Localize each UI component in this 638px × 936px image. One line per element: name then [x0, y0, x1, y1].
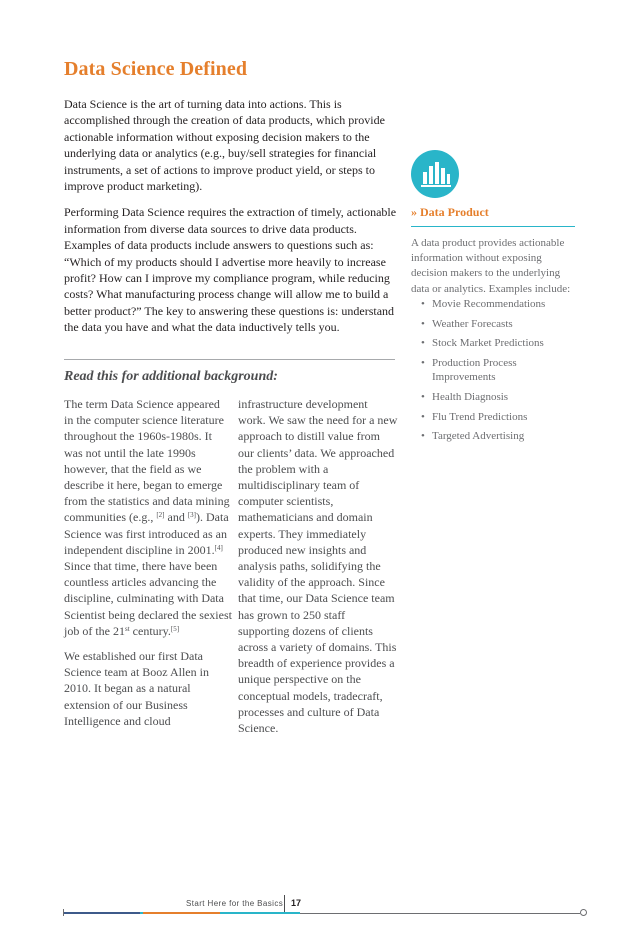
- sidebar-heading: » Data Product: [411, 205, 489, 219]
- text-segment: ). Data Science was first introduced as an independent discipline in 2001.: [64, 510, 229, 557]
- list-item: • Movie Recommendations: [421, 297, 571, 312]
- list-item: • Health Diagnosis: [421, 390, 571, 405]
- citation-ref: [5]: [170, 624, 180, 633]
- background-left-paragraph-1: [64, 396, 232, 639]
- list-item: • Flu Trend Predictions: [421, 410, 571, 425]
- list-item: • Targeted Advertising: [421, 429, 571, 444]
- page-title: Data Science Defined: [64, 58, 248, 80]
- footer-start-tick: [63, 909, 64, 916]
- sidebar-description: A data product provides actionable information without exposing decision makers to the underlying data or analytics. Examples include:: [411, 237, 571, 295]
- footer-bar-orange: [143, 912, 220, 914]
- footer-end-marker: [580, 909, 587, 916]
- background-heading: Read this for additional background:: [64, 369, 278, 384]
- sidebar-divider: [411, 226, 575, 227]
- footer-bar-teal-2: [220, 912, 300, 914]
- footer-section-label: Start Here for the Basics: [186, 899, 284, 908]
- citation-ref: [3]: [187, 511, 196, 520]
- list-item: • Weather Forecasts: [421, 317, 571, 332]
- list-item: • Stock Market Predictions: [421, 336, 571, 351]
- citation-ref: [2]: [156, 511, 165, 520]
- text-segment: century.: [132, 623, 171, 638]
- background-column-left: [64, 396, 232, 738]
- text-segment: The term Data Science appeared in the computer science literature throughout the 1960s-1980s. It was not until the late 1990s however, that the field as we describe it here, began to emerge from the statistics and data mining communities (e.g.,: [64, 397, 230, 525]
- citation-ref: [4]: [214, 543, 223, 552]
- intro-section: [64, 96, 404, 346]
- bar-chart-icon: [411, 150, 459, 198]
- ordinal-suffix: st: [125, 624, 130, 633]
- list-item: • Production Process Improvements: [421, 356, 571, 385]
- sidebar-examples-list: [421, 297, 571, 449]
- section-divider: [64, 359, 395, 360]
- intro-paragraph-2: Performing Data Science requires the extraction of timely, actionable information from diverse data sources to drive data products. Examples of data products include answers to questions such as: “Which of my products should I advertise more heavily to increase profit? How can I improve my compliance program, while reducing costs? What manufacturing process change will allow me to build a better product?” The key to answering these questions is: understand the data you have and what the data inductively tells you.: [64, 205, 397, 335]
- background-column-right: [238, 396, 398, 745]
- intro-paragraph-1: Data Science is the art of turning data into actions. This is accomplished through the creation of data products, which provide actionable information without exposing decision makers to the underlying data or analytics (e.g., buy/sell strategies for financial instruments, a set of actions to improve product yield, or steps to improve product marketing).: [64, 97, 385, 194]
- footer-bar-navy: [64, 912, 140, 914]
- background-left-paragraph-2: We established our first Data Science team at Booz Allen in 2010. It began as a natural extension of our Business Intelligence and cloud: [64, 649, 209, 728]
- footer-bar-gray: [300, 913, 580, 914]
- text-segment: and: [167, 510, 185, 525]
- page-number: 17: [291, 898, 302, 908]
- footer-separator: [284, 895, 285, 913]
- background-right-paragraph-1: infrastructure development work. We saw the need for a new approach to distill value from our clients’ data. We approached the problem with a multidisciplinary team of computer scientists, mathematicians and domain experts. They immediately produced new insights and analysis paths, solidifying the validity of the approach. Since that time, our Data Science team has grown to 250 staff supporting dozens of clients across a variety of domains. This breadth of experience provides a unique perspective on the conceptual models, tradecraft, processes and culture of Data Science.: [238, 397, 398, 736]
- text-segment: Since that time, there have been countless articles advancing the discipline, culminating with Data Scientist being declared the sexiest job of the 21: [64, 559, 232, 638]
